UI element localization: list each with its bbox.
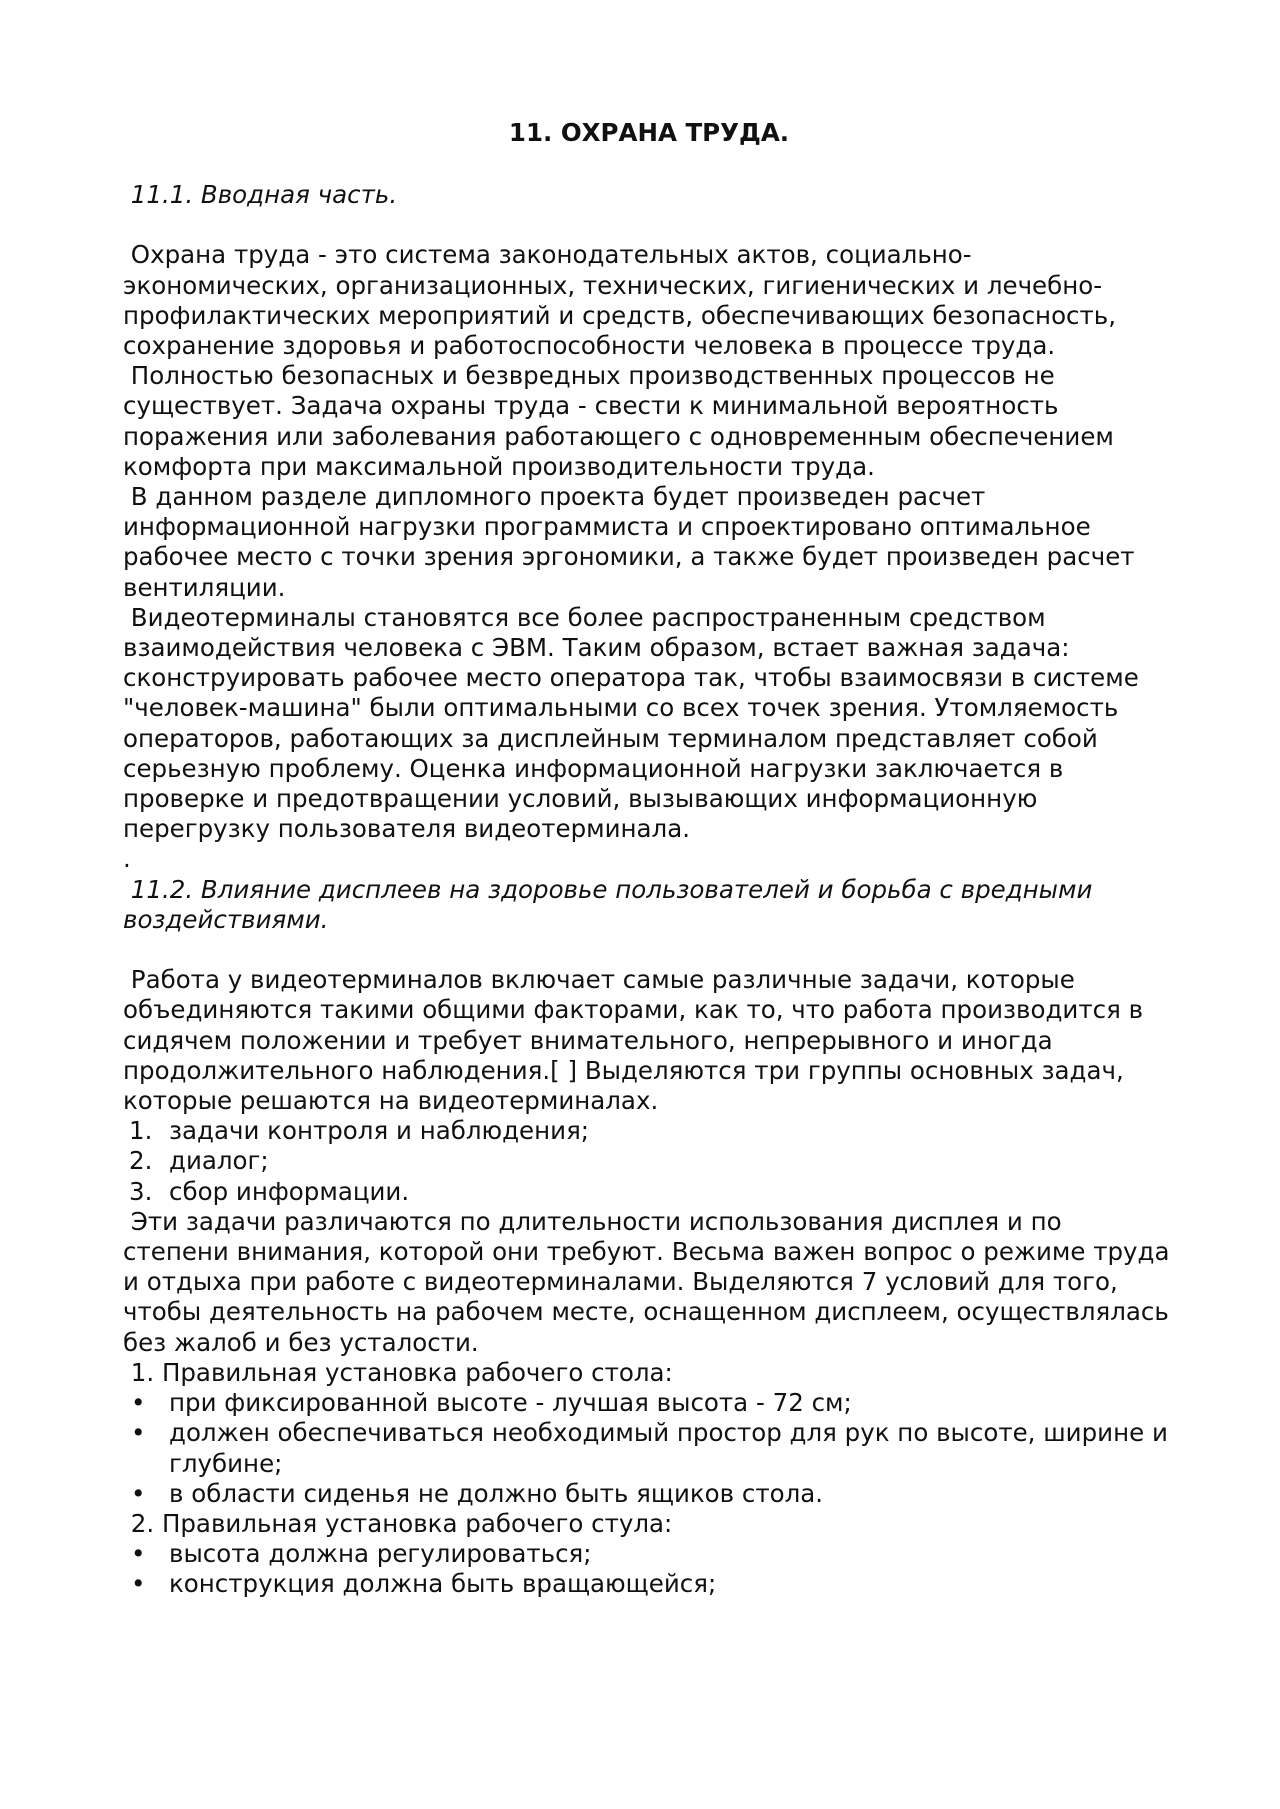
paragraph: В данном разделе дипломного проекта будет произведен расчет информационной нагрузки программиста и спроектировано оптимальное рабочее место с точки зрения эргономики, а также будет произведен расчет вентиляции. [123,482,1143,602]
bullet-item-text: конструкция должна быть вращающейся; [169,1569,717,1599]
bullet-icon: • [131,1418,146,1448]
list-item-text: задачи контроля и наблюдения; [169,1116,590,1146]
page-title: 11. ОХРАНА ТРУДА. [508,118,790,147]
section-heading-11-1: 11.1. Вводная часть. [123,180,398,209]
bullet-item [123,1569,1175,1599]
section-heading-11-2: 11.2. Влияние дисплеев на здоровье пользователей и борьба с вредными воздействиями. [123,874,1101,934]
bullet-icon: • [131,1388,146,1418]
document-page [123,118,1178,1600]
condition-title: 1. Правильная установка рабочего стола: [123,1357,673,1387]
stray-dot: . [123,844,131,874]
list-number: 1. [129,1116,153,1146]
bullet-item-text: должен обеспечиваться необходимый простор для рук по высоте, ширине и глубине; [169,1418,1168,1478]
list-item [123,1177,1175,1207]
blank-line [123,935,1175,965]
bullet-item-text: в области сиденья не должно быть ящиков стола. [169,1478,824,1508]
list-item [123,1146,1175,1176]
list-number: 3. [129,1176,153,1206]
bullet-icon: • [131,1539,146,1569]
bullet-item [123,1418,1175,1478]
paragraph: Полностью безопасных и безвредных производственных процессов не существует. Задача охраны труда - свести к минимальной вероятность поражения или заболевания работающего с одновременным обеспечением комфорта при максимальной производительности труда. [123,361,1122,481]
bullet-item-text: при фиксированной высоте - лучшая высота - 72 см; [169,1388,852,1418]
paragraph: Работа у видеотерминалов включает самые различные задачи, которые объединяются такими общими факторами, как то, что работа производится в сидячем положении и требует внимательного, непрерывного и иногда продолжительного наблюдения.[ ] Выделяются три группы основных задач, которые решаются на видеотерминалах. [123,965,1151,1116]
bullet-icon: • [131,1569,146,1599]
paragraph: Охрана труда - это система законодательных актов, социально-экономических, организационных, технических, гигиенических и лечебно-профилактических мероприятий и средств, обеспечивающих безопасность, сохранение здоровья и работоспособности человека в процессе труда. [123,240,1124,360]
list-item-text: сбор информации. [169,1176,410,1206]
list-number: 2. [129,1146,153,1176]
condition-title: 2. Правильная установка рабочего стула: [123,1508,673,1538]
paragraph: Эти задачи различаются по длительности использования дисплея и по степени внимания, которой они требуют. Весьма важен вопрос о режиме труда и отдыха при работе с видеотерминалами. Выделяются 7 условий для того, чтобы деятельность на рабочем месте, оснащенном дисплеем, осуществлялась без жалоб и без усталости. [123,1206,1178,1357]
paragraph: Видеотерминалы становятся все более распространенным средством взаимодействия человека с ЭВМ. Таким образом, встает важная задача: сконструировать рабочее место оператора так, чтобы взаимосвязи в системе "человек-машина" были оптимальными со всех точек зрения. Утомляемость операторов, работающих за дисплейным терминалом представляет собой серьезную проблему. Оценка информационной нагрузки заключается в проверке и предотвращении условий, вызывающих информационную перегрузку пользователя видеотерминала. [123,602,1147,844]
blank-line [123,210,1175,240]
bullet-item [123,1479,1175,1509]
list-item [123,1116,1175,1146]
bullet-item [123,1539,1175,1569]
bullet-item-text: высота должна регулироваться; [169,1539,592,1569]
list-item-text: диалог; [169,1146,269,1176]
bullet-item [123,1388,1175,1418]
bullet-icon: • [131,1478,146,1508]
